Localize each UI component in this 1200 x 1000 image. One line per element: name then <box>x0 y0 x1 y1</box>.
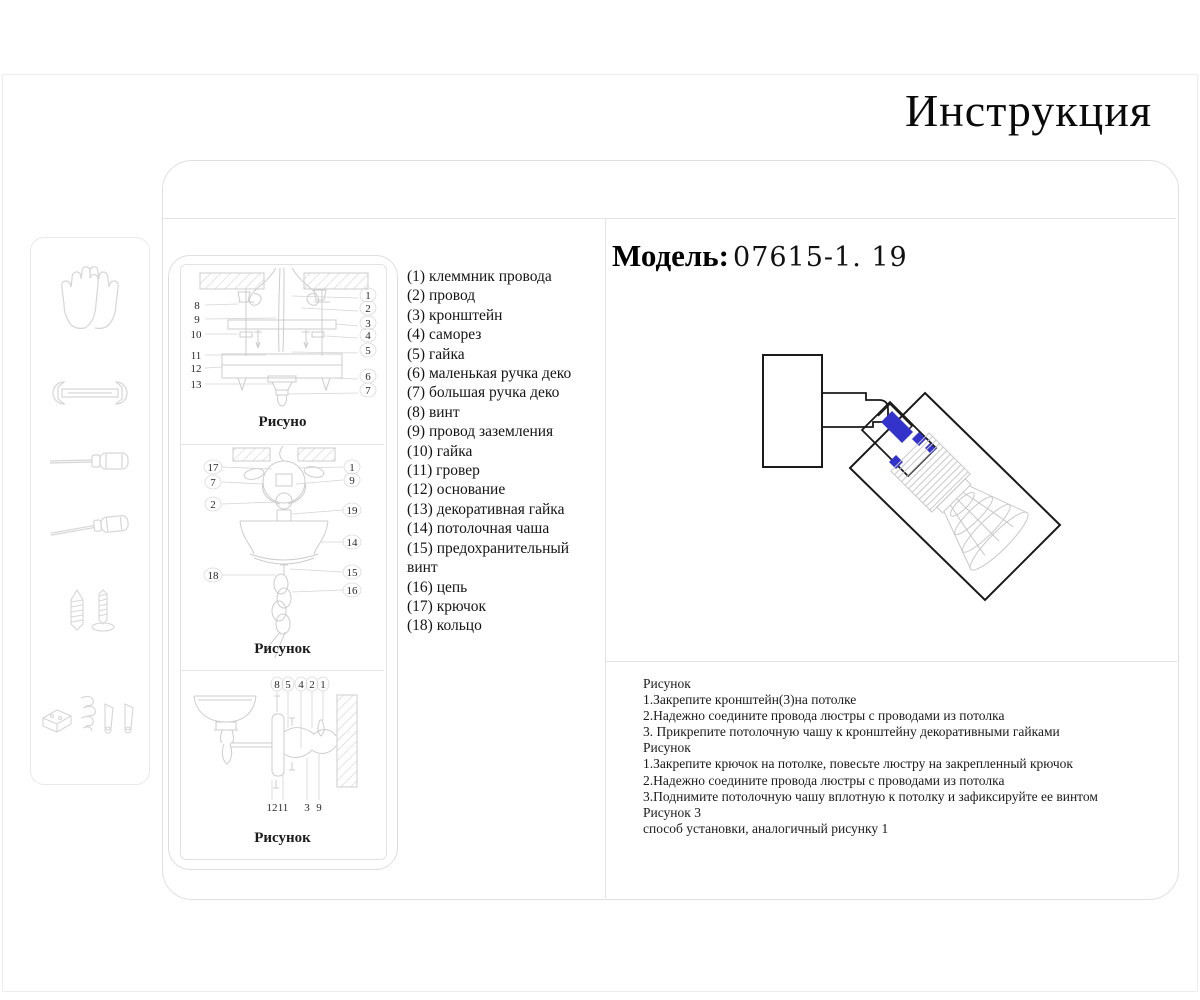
instruction-line: Рисунок <box>643 740 691 756</box>
lamp-wireframe <box>882 424 1034 576</box>
instruction-line: 1.Закрепите кронштейн(3)на потолке <box>643 692 857 708</box>
part-number-label: 12 <box>190 363 202 375</box>
part-number-label: 1 <box>365 290 371 302</box>
parts-list-item: (5) гайка <box>407 345 465 363</box>
model-label: Модель: <box>612 238 730 273</box>
parts-list-item: (18) кольцо <box>407 617 482 635</box>
part-number-label: 2 <box>309 679 315 691</box>
parts-list-item: (11) гровер <box>407 462 480 480</box>
part-number-label: 15 <box>346 567 358 579</box>
screws-icon <box>31 586 149 636</box>
part-number-label: 11 <box>277 802 289 814</box>
parts-list <box>407 267 589 636</box>
part-number-label: 12 <box>266 802 278 814</box>
gloves-icon <box>31 264 149 334</box>
part-number-label: 2 <box>365 303 371 315</box>
part-number-label: 9 <box>349 475 355 487</box>
parts-list-item: (14) потолочная чаша <box>407 520 550 538</box>
phillips-screwdriver-icon <box>31 446 149 474</box>
parts-list-item: (15) предохранительный винт <box>407 539 570 577</box>
parts-list-item: (3) кронштейн <box>407 306 503 324</box>
part-number-label: 11 <box>190 350 202 362</box>
part-number-label: 4 <box>298 679 304 691</box>
parts-list-item: (8) винт <box>407 403 460 421</box>
parts-list-item: (10) гайка <box>407 442 473 460</box>
parts-list-item: (4) саморез <box>407 326 482 344</box>
assembly-instructions <box>643 676 1188 837</box>
part-number-label: 10 <box>190 329 202 341</box>
parts-list-item: (13) декоративная гайка <box>407 500 565 518</box>
spotlight-drawing <box>740 330 1080 660</box>
parts-list-item: (6) маленькая ручка деко <box>407 365 572 383</box>
figure-2-caption: Рисунок <box>254 641 311 657</box>
instruction-line: 3. Прикрепите потолочную чашу к кронштейну декоративными гайками <box>643 724 1060 740</box>
figure-1-caption: Рисуно <box>258 414 307 430</box>
part-number-label: 9 <box>316 802 322 814</box>
instruction-line: Рисунок <box>643 676 691 691</box>
mount-base-outline <box>763 355 822 467</box>
part-number-label: 14 <box>346 537 358 549</box>
instruction-line: 3.Поднимите потолочную чашу вплотную к потолку и зафиксируйте ее винтом <box>643 788 1098 804</box>
instruction-line: Рисунок 3 <box>643 804 701 820</box>
part-number-label: 18 <box>207 570 219 582</box>
parts-list-item: (7) большая ручка деко <box>407 384 560 402</box>
flat-screwdriver-icon <box>31 510 149 540</box>
instruction-line: 2.Надежно соедините провода люстры с проводами из потолка <box>643 708 1005 724</box>
panel-header-divider <box>163 218 1176 219</box>
part-number-label: 4 <box>365 330 371 342</box>
part-number-label: 2 <box>210 499 216 511</box>
part-number-label: 3 <box>304 802 310 814</box>
mount-arm-outline <box>822 393 888 427</box>
part-number-label: 13 <box>190 379 202 391</box>
parts-list-item: (1) клеммник провода <box>407 268 552 285</box>
part-number-label: 5 <box>285 679 291 691</box>
part-number-label: 19 <box>346 505 358 517</box>
part-number-label: 16 <box>346 585 358 597</box>
parts-list-item: (17) крючок <box>407 597 487 615</box>
part-number-label: 3 <box>365 318 371 330</box>
part-number-label: 17 <box>207 462 219 474</box>
instruction-line: 1.Закрепите крючок на потолке, повесьте люстру на закрепленный крючок <box>643 756 1073 772</box>
page-title: Инструкция <box>904 85 1152 136</box>
part-number-label: 1 <box>320 679 326 691</box>
parts-list-item: (12) основание <box>407 481 506 499</box>
part-number-label: 8 <box>194 300 200 312</box>
part-number-label: 7 <box>365 385 371 397</box>
vertical-divider <box>605 218 606 898</box>
part-number-label: 1 <box>349 462 355 474</box>
part-number-label: 9 <box>194 314 200 326</box>
right-column-divider <box>606 661 1177 662</box>
model-number: 07615-1. 19 <box>733 242 908 273</box>
instruction-line: 2.Надежно соедините провода люстры с проводами из потолка <box>643 772 1005 788</box>
figure-2-drawing <box>180 444 385 670</box>
instruction-line: способ установки, аналогичный рисунку 1 <box>643 820 889 836</box>
part-number-label: 6 <box>365 371 371 383</box>
model-line <box>612 238 908 274</box>
parts-list-item: (16) цепь <box>407 578 468 596</box>
fasteners-icon <box>31 690 149 742</box>
lamp-housing-outline <box>850 393 1060 600</box>
part-number-label: 5 <box>365 345 371 357</box>
wrench-icon <box>31 378 149 408</box>
part-number-label: 7 <box>210 477 216 489</box>
parts-list-item: (2) провод <box>407 287 476 305</box>
parts-list-item: (9) провод заземления <box>407 423 554 441</box>
tools-sidebar <box>30 237 150 785</box>
part-number-label: 8 <box>274 679 280 691</box>
figure-3-caption: Рисунок <box>254 830 311 846</box>
